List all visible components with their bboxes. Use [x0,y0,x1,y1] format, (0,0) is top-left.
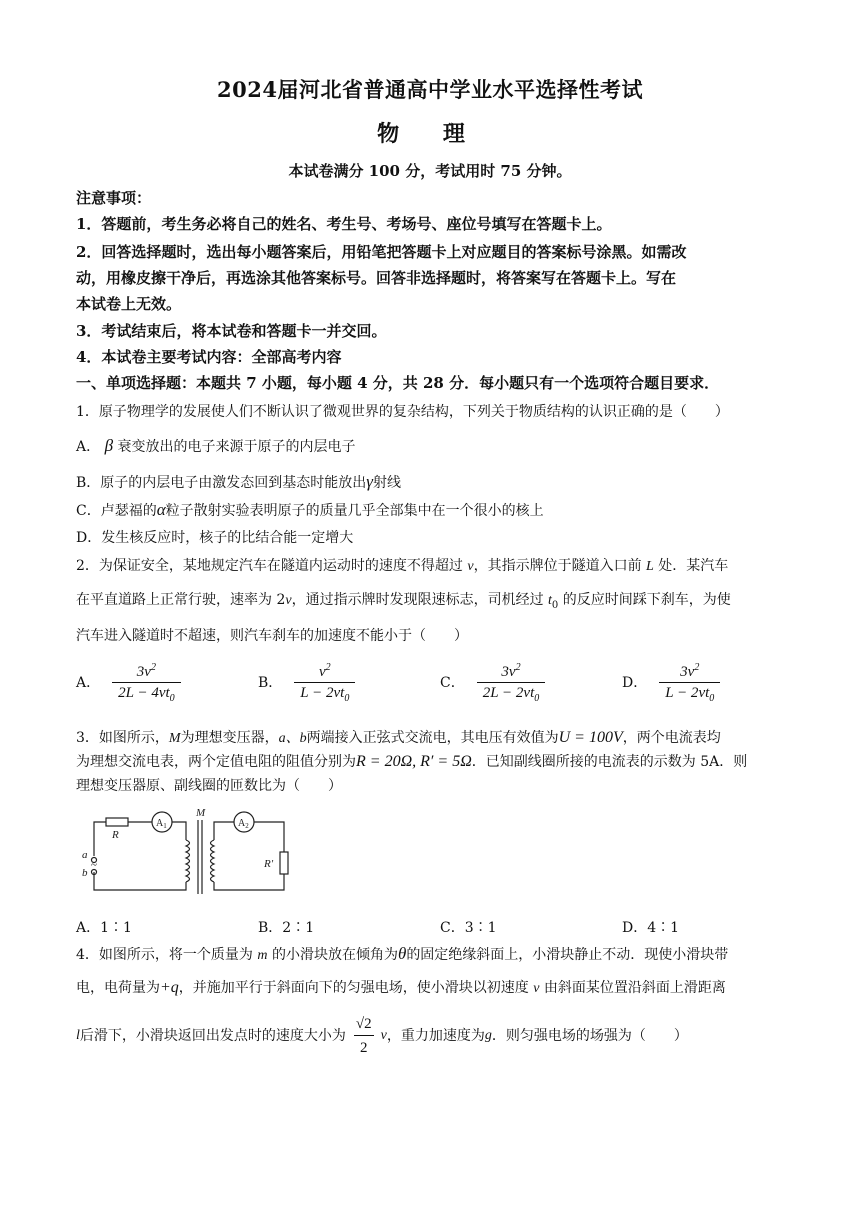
note-1: 1．答题前，考生务必将自己的姓名、考生号、考场号、座位号填写在答题卡上。 [76,215,612,233]
q3-line-3: 理想变压器原、副线圈的匝数比为（ ） [76,778,342,794]
note-2-line-2: 动，用橡皮擦干净后，再选涂其他答案标号。回答非选择题时，将答案写在答题卡上。写在 [76,269,677,287]
q4-line-1: 4．如图所示，将一个质量为 m 的小滑块放在倾角为θ的固定绝缘斜面上，小滑块静止不动．现使小滑块带 [76,944,729,963]
q1-option-b: B．原子的内层电子由激发态回到基态时能放出γ射线 [76,472,401,491]
secondary-coil [211,840,215,882]
note-2-line-3: 本试卷上无效。 [76,295,182,313]
label-b: b [82,867,88,879]
resistor-r-prime [280,852,288,874]
label-r: R [112,829,119,841]
q3-option-b: B．2∶1 [258,920,315,936]
q2-line-1: 2．为保证安全，某地规定汽车在隧道内运动时的速度不得超过 v，其指示牌位于隧道入口前 L 处．某汽车 [76,558,729,574]
q2-option-c: C． $\frac{3v^2}{2L - 2vt_0}$ [440,662,545,704]
q2-line-3: 汽车进入隧道时不超速，则汽车刹车的加速度不能小于（ ） [76,628,468,644]
note-2-line-1: 2．回答选择题时，选出每小题答案后，用铅笔把答题卡上对应题目的答案标号涂黑。如需改 [76,243,687,261]
q3-option-a: A．1∶1 [76,920,132,936]
q2-option-d: D． $\frac{3v^2}{L - 2vt_0}$ [622,662,720,704]
q3-line-2: 为理想交流电表，两个定值电阻的阻值分别为R = 20Ω, R′ = 5Ω．已知副线圈所接的电流表的示数为 5A．则 [76,753,748,770]
subject-title: 物 理 [377,121,483,147]
label-a: a [82,849,88,861]
q1-stem: 1．原子物理学的发展使人们不断认识了微观世界的复杂结构，下列关于物质结构的认识正确的是（ ） [76,404,729,420]
q4-line-3: l 后滑下，小滑块返回出发点时的速度大小为 $\frac{√2}{2}$ v ，重力加速度为 g ．则匀强电场的场强为（ ） [76,1016,688,1056]
resistor-r [106,818,128,826]
q4-line-2: 电，电荷量为+q，并施加平行于斜面向下的匀强电场，使小滑块以初速度 v 由斜面某位置沿斜面上滑距离 [76,979,726,996]
primary-coil [186,840,190,882]
transformer-circuit-diagram [78,808,298,900]
label-m: M [196,808,206,819]
q3-option-d: D．4∶1 [622,920,680,936]
q2-option-a: A． $\frac{3v^2}{2L - 4vt_0}$ [76,662,181,704]
exam-title: 2024届河北省普通高中学业水平选择性考试 [217,77,643,102]
q1-option-c: C．卢瑟福的α粒子散射实验表明原子的质量几乎全部集中在一个很小的核上 [76,500,544,519]
note-3: 3．考试结束后，将本试卷和答题卡一并交回。 [76,322,387,340]
ac-source-symbol: ~ [91,859,97,871]
q3-line-1: 3．如图所示，M为理想变压器，a、b两端接入正弦式交流电，其电压有效值为U = 100V，两个电流表均 [76,729,721,746]
note-4: 4．本试卷主要考试内容：全部高考内容 [76,348,342,366]
section-1-heading: 一、单项选择题：本题共 7 小题，每小题 4 分，共 28 分．每小题只有一个选项符合题目要求． [76,374,720,392]
exam-info: 本试卷满分 100 分，考试用时 75 分钟。 [288,162,572,180]
q1-option-a: A． β 衰变放出的电子来源于原子的内层电子 [76,436,356,455]
label-r-prime: R′ [264,858,274,870]
q1-option-d: D．发生核反应时，核子的比结合能一定增大 [76,530,354,546]
label-a1: $A_1$ [156,818,167,830]
q2-line-2: 在平直道路上正常行驶，速率为 2v，通过指示牌时发现限速标志，司机经过 $t_0$ 的反应时间踩下刹车，为使 [76,592,731,611]
label-a2: $A_2$ [238,818,249,830]
q3-option-c: C．3∶1 [440,920,497,936]
q2-option-b: B． $\frac{v^2}{L - 2vt_0}$ [258,662,355,704]
notes-heading: 注意事项： [76,189,152,207]
